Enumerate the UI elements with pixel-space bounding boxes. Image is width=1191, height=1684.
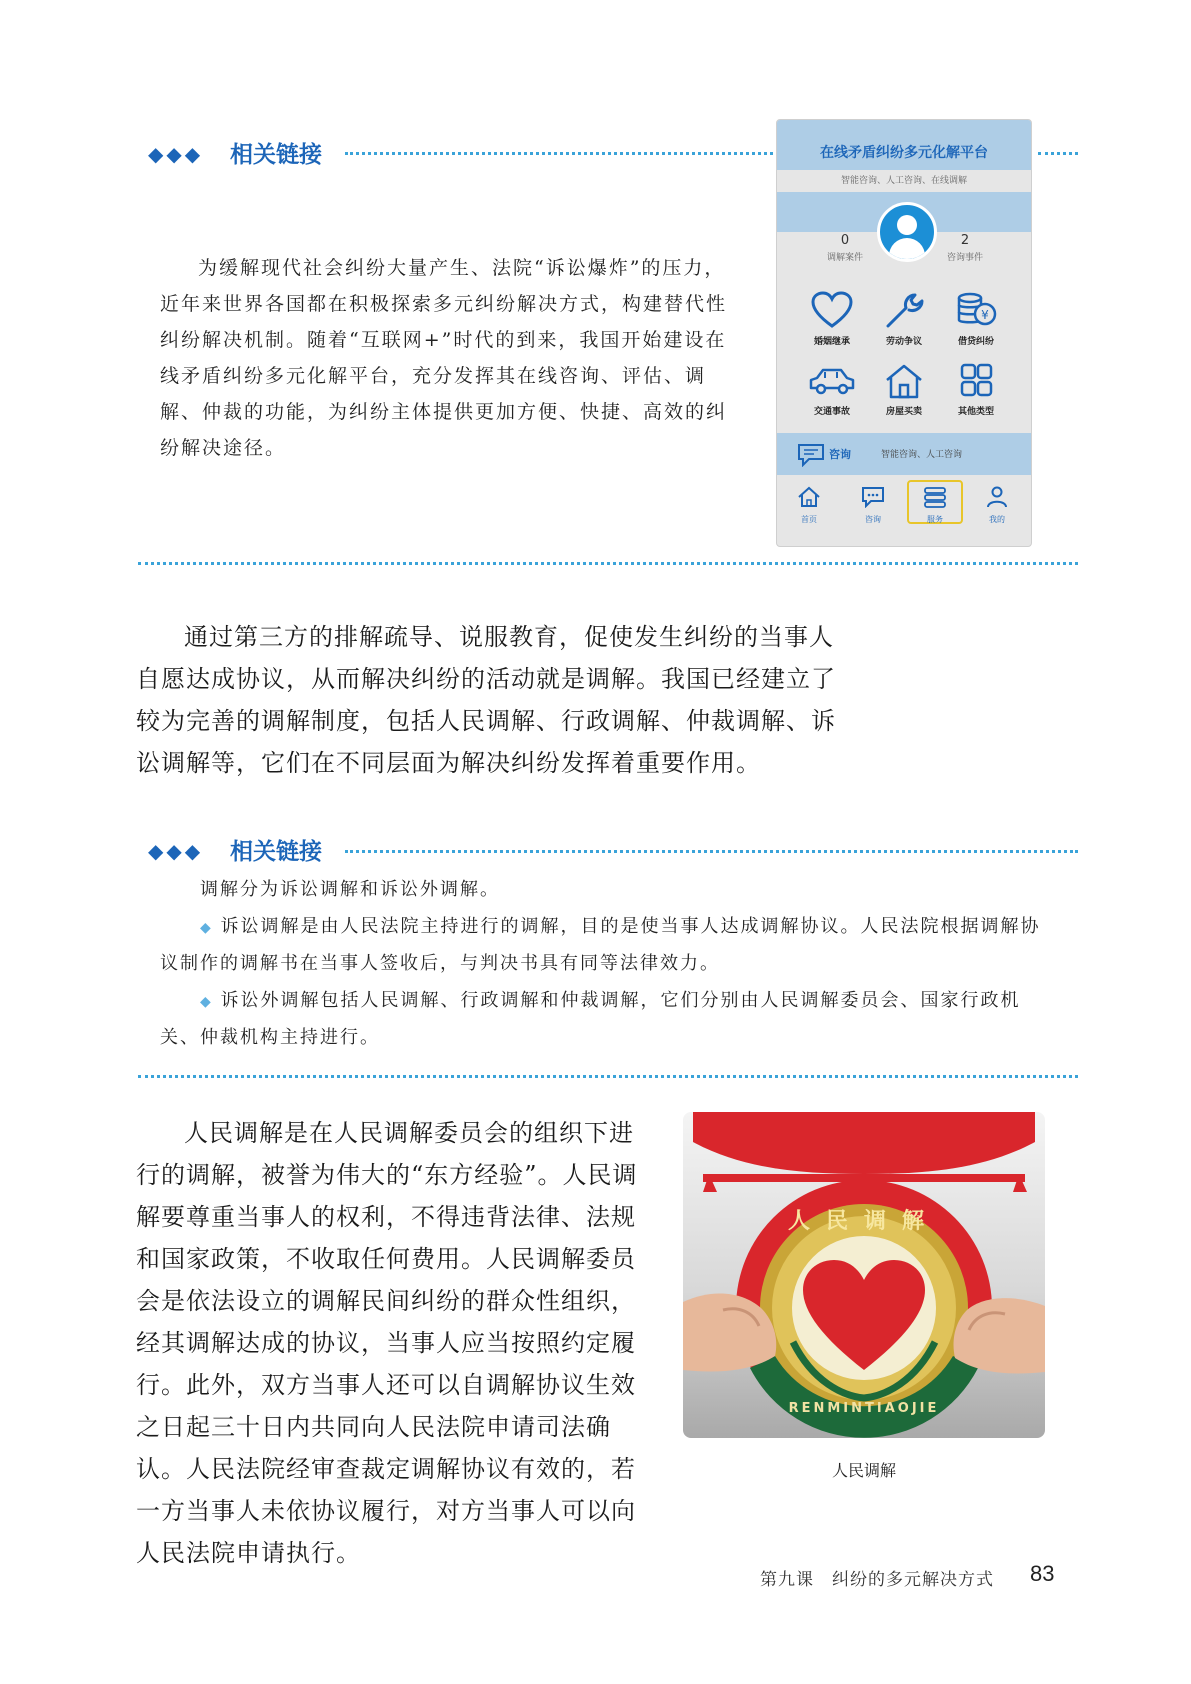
box2-bullet-1: ◆ 诉讼调解是由人民法院主持进行的调解，目的是使当事人达成调解协议。人民法院根据调解协议制作的调解书在当事人签收后，与判决书具有同等法律效力。	[160, 916, 1041, 974]
tab-consult[interactable]: 咨询	[847, 486, 899, 525]
consult-subtitle: 智能咨询、人工咨询	[881, 450, 963, 460]
box2-intro: 调解分为诉讼调解和诉讼外调解。	[200, 879, 500, 900]
list-icon	[923, 486, 947, 508]
car-icon	[807, 362, 857, 400]
home-icon	[797, 486, 821, 508]
svg-text:¥: ¥	[981, 308, 989, 322]
app-subtitle: 智能咨询、人工咨询、在线调解	[777, 170, 1031, 192]
related-link-title: 相关链接	[230, 839, 322, 865]
box2-bullet-2: ◆ 诉讼外调解包括人民调解、行政调解和仲裁调解，它们分别由人民调解委员会、国家行政机关、仲裁机构主持进行。	[160, 990, 1021, 1048]
grid-icon	[954, 362, 998, 400]
consult-label: 咨询	[829, 448, 851, 461]
main-paragraph-1: 通过第三方的排解疏导、说服教育，促使发生纠纷的当事人自愿达成协议，从而解决纠纷的活动就是调解。我国已经建立了较为完善的调解制度，包括人民调解、行政调解、仲裁调解、诉讼调解等，它们在不同层面为解决纠纷发挥着重要作用。	[136, 623, 836, 777]
dotted-divider	[138, 562, 1078, 565]
service-traffic-accident[interactable]: 交通事故	[797, 362, 867, 417]
dotted-divider	[1038, 152, 1078, 155]
coins-icon	[954, 290, 998, 330]
house-icon	[882, 362, 926, 400]
phone-app-screenshot	[776, 119, 1032, 547]
service-marriage-inheritance[interactable]: 婚姻继承	[797, 290, 867, 347]
heart-icon	[810, 290, 854, 330]
tab-mine[interactable]: 我的	[971, 486, 1023, 525]
seal-bottom-text: RENMINTIAOJIE	[788, 1401, 940, 1416]
consult-bar[interactable]	[777, 433, 1031, 475]
people-mediation-photo	[683, 1112, 1045, 1438]
service-loan-dispute[interactable]: ¥ 借贷纠纷	[941, 290, 1011, 347]
diamond-bullets-icon: ◆◆◆	[148, 142, 204, 166]
stat-consult-events: 2 咨询事件	[946, 233, 983, 263]
app-header	[777, 120, 1031, 170]
related-link-title: 相关链接	[230, 142, 322, 168]
footer-lesson-title: 第九课 纠纷的多元解决方式	[760, 1570, 994, 1590]
service-labor-dispute[interactable]: 劳动争议	[869, 290, 939, 347]
stat-mediation-cases: 0 调解案件	[826, 233, 863, 263]
diamond-bullets-icon: ◆◆◆	[148, 839, 204, 863]
related-link-box-2	[160, 872, 1060, 1055]
app-title: 在线矛盾纠纷多元化解平台	[820, 145, 988, 161]
chat-icon	[861, 486, 885, 508]
service-other-types[interactable]: 其他类型	[941, 362, 1011, 417]
related-link-paragraph: 为缓解现代社会纠纷大量产生、法院“诉讼爆炸”的压力，近年来世界各国都在积极探索多元纠纷解决方式，构建替代性纠纷解决机制。随着“互联网+”时代的到来，我国开始建设在线矛盾纠纷多元化解平台，充分发挥其在线咨询、评估、调解、仲裁的功能，为纠纷主体提供更加方便、快捷、高效的纠纷解决途径。	[160, 257, 728, 459]
diamond-bullet-icon: ◆	[200, 920, 213, 936]
figure-caption: 人民调解	[831, 1461, 896, 1480]
wrench-icon	[882, 290, 926, 330]
page-number: 83	[1030, 1561, 1055, 1586]
service-house-sale[interactable]: 房屋买卖	[869, 362, 939, 417]
dotted-divider	[345, 850, 1078, 853]
tab-home[interactable]: 首页	[783, 486, 835, 525]
user-icon	[985, 486, 1009, 508]
bottom-tab-bar	[777, 478, 1031, 546]
main-paragraph-2: 人民调解是在人民调解委员会的组织下进行的调解，被誉为伟大的“东方经验”。人民调解要尊重当事人的权利，不得违背法律、法规和国家政策，不收取任何费用。人民调解委员会是依法设立的调解民间纠纷的群众性组织，经其调解达成的协议，当事人应当按照约定履行。此外，双方当事人还可以自调解协议生效之日起三十日内共同向人民法院申请司法确认。人民法院经审查裁定调解协议有效的，若一方当事人未依协议履行，对方当事人可以向人民法院申请执行。	[136, 1119, 638, 1567]
tab-service[interactable]: 服务	[907, 480, 963, 524]
chat-bubble-icon	[797, 443, 825, 467]
seal-top-text: 人民调解	[787, 1209, 941, 1234]
diamond-bullet-icon: ◆	[200, 994, 213, 1010]
mediation-seal-illustration	[683, 1112, 1045, 1438]
dotted-divider	[345, 152, 773, 155]
dotted-divider	[138, 1075, 1078, 1078]
